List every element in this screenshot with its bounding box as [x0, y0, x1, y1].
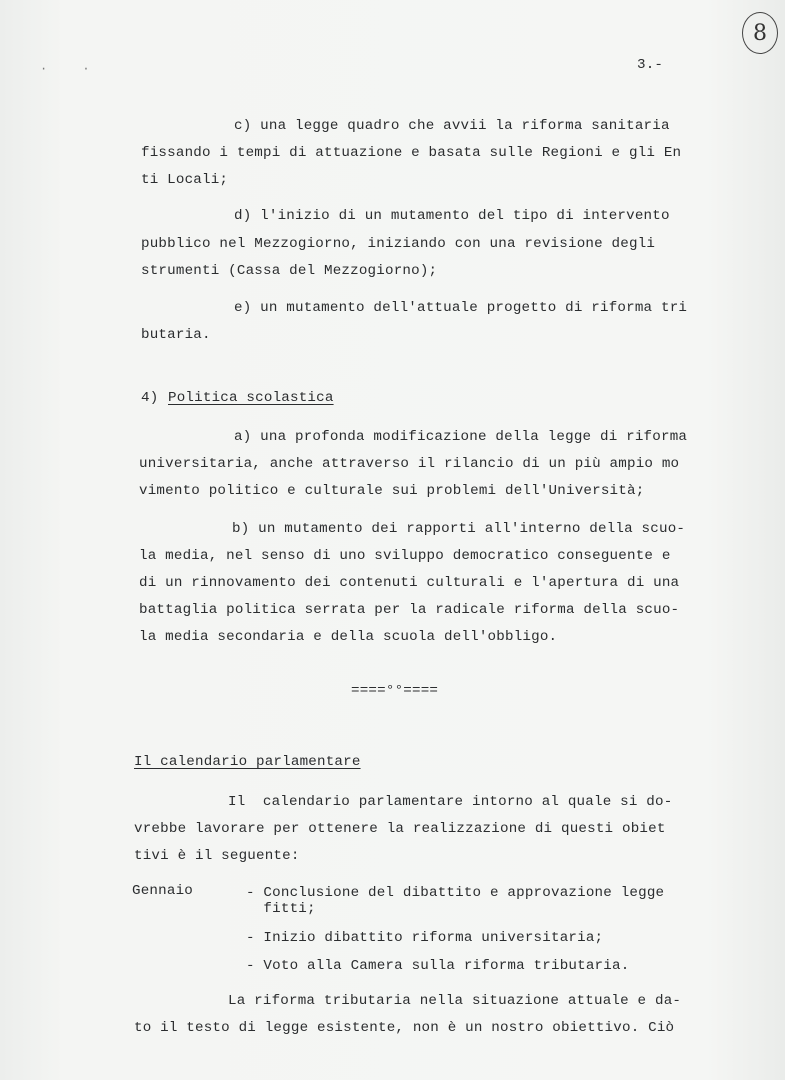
section-heading: Politica scolastica	[168, 390, 334, 406]
text-line: Gennaio	[132, 883, 193, 899]
text-line: ====°°====	[351, 683, 439, 699]
text-line: la media, nel senso di uno sviluppo democratico conseguente e	[139, 548, 671, 564]
margin-specks: · ·	[40, 62, 104, 76]
text-line: b) un mutamento dei rapporti all'interno della scuo-	[232, 521, 686, 537]
text-line: la media secondaria e della scuola dell'obbligo.	[139, 629, 558, 645]
text-line: pubblico nel Mezzogiorno, iniziando con una revisione degli	[141, 236, 656, 252]
text-line: Il calendario parlamentare intorno al quale si do-	[228, 794, 673, 810]
text-line: c) una legge quadro che avvii la riforma sanitaria	[234, 118, 670, 134]
text-line: - Conclusione del dibattito e approvazione legge	[246, 885, 665, 901]
text-line: La riforma tributaria nella situazione attuale e da-	[228, 993, 682, 1009]
text-line: d) l'inizio di un mutamento del tipo di intervento	[234, 208, 670, 224]
section-heading: Il calendario parlamentare	[134, 754, 361, 770]
page-number: 3.-	[637, 57, 664, 73]
text-line: fissando i tempi di attuazione e basata sulle Regioni e gli En	[141, 145, 682, 161]
text-line: vimento politico e culturale sui problemi dell'Università;	[139, 483, 645, 499]
text-line: ti Locali;	[141, 172, 229, 188]
page-mark-circle	[742, 12, 778, 54]
text-line: - Voto alla Camera sulla riforma tributaria.	[246, 958, 630, 974]
text-line: to il testo di legge esistente, non è un nostro obiettivo. Ciò	[134, 1020, 675, 1036]
text-line: strumenti (Cassa del Mezzogiorno);	[141, 263, 438, 279]
text-line: vrebbe lavorare per ottenere la realizzazione di questi obiet	[134, 821, 666, 837]
text-line: e) un mutamento dell'attuale progetto di riforma tri	[234, 300, 688, 316]
text-line: 4)	[141, 390, 168, 406]
text-line: a) una profonda modificazione della legge di riforma	[234, 429, 688, 445]
text-line: universitaria, anche attraverso il rilancio di un più ampio mo	[139, 456, 680, 472]
text-line: battaglia politica serrata per la radicale riforma della scuo-	[139, 602, 680, 618]
text-line: - Inizio dibattito riforma universitaria;	[246, 930, 604, 946]
page-mark: 8	[753, 20, 767, 46]
text-line: fitti;	[246, 901, 316, 917]
text-line: tivi è il seguente:	[134, 848, 300, 864]
text-line: di un rinnovamento dei contenuti culturali e l'apertura di una	[139, 575, 680, 591]
text-line: butaria.	[141, 327, 211, 343]
